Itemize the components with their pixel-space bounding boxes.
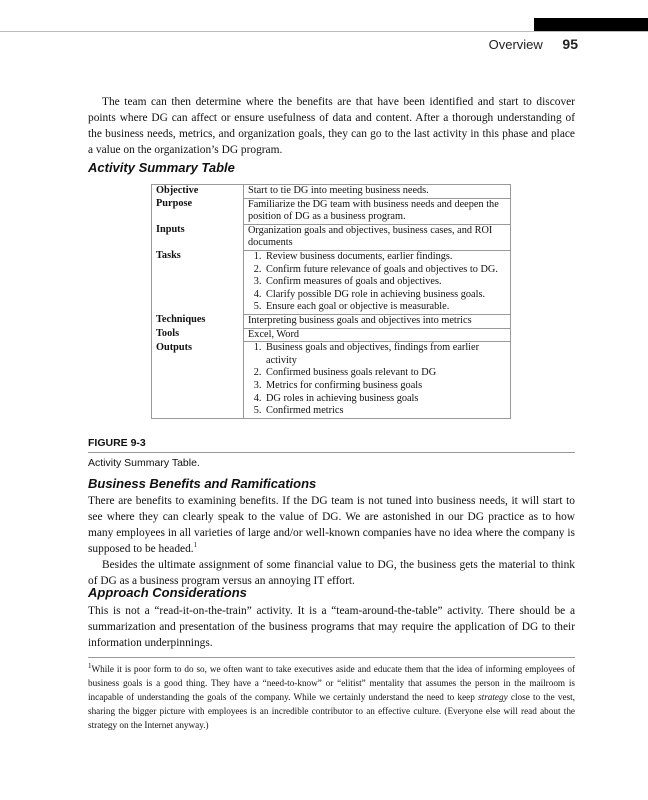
- row-label: Outputs: [152, 342, 244, 419]
- list-item: 3. Metrics for confirming business goals: [264, 380, 506, 393]
- list-item: 1. Business goals and objectives, findings from earlier activity: [264, 342, 506, 367]
- figure-caption: Activity Summary Table.: [88, 457, 200, 469]
- section-title: Overview: [488, 37, 543, 52]
- inputs-value: Organization goals and objectives, business cases, and ROI documents: [244, 224, 511, 250]
- footnote-ref[interactable]: 1: [193, 541, 198, 550]
- list-item: 5. Confirmed metrics: [264, 405, 506, 418]
- list-item: 3. Confirm measures of goals and objectives.: [264, 276, 506, 289]
- row-label: Techniques: [152, 314, 244, 328]
- objective-value: Start to tie DG into meeting business needs.: [244, 185, 511, 199]
- footnote-mark: 1: [88, 661, 92, 670]
- purpose-value: Familiarize the DG team with business needs and deepen the position of DG as a business program.: [244, 198, 511, 224]
- table-row: [152, 185, 511, 199]
- benefits-section: [88, 493, 575, 589]
- benefits-paragraph-1: There are benefits to examining benefits. If the DG team is not tuned into business needs, it will start to see where they can clearly speak to the value of DG. We are astonished in our DG practice as to how many employees in all varieties of large and/or well-known companies have no idea where the company is supposed to be headed.$^1$: [88, 495, 575, 555]
- footnote-emphasis: strategy: [478, 692, 508, 702]
- table-row: [152, 314, 511, 328]
- header-bar: [534, 18, 648, 32]
- figure-rule: [88, 452, 575, 453]
- list-item: 2. Confirm future relevance of goals and objectives to DG.: [264, 264, 506, 277]
- figure-label: FIGURE 9-3: [88, 437, 146, 449]
- tools-value: Excel, Word: [244, 328, 511, 342]
- activity-summary-heading: Activity Summary Table: [88, 160, 235, 175]
- table-row: [152, 342, 511, 419]
- table-row: [152, 328, 511, 342]
- row-label: Purpose: [152, 198, 244, 224]
- benefits-paragraph-2: Besides the ultimate assignment of some financial value to DG, the business gets the material to think of DG as a business program versus an annoying IT effort.: [88, 559, 575, 587]
- footnote: $^1$While it is poor form to do so, we often want to take executives aside and educate them that the idea of informing employees of business goals is a good thing. They have a “need-to-know” or “elitist” mentality that assumes the person in the mailroom is incapable of understanding the goals of the company. While we certainly understand the need to keep strategy close to the vest, sharing the bigger picture with employees is an incredible contributor to an effective culture. (Everyone else will read about the strategy on the Internet anyway.): [88, 661, 575, 730]
- approach-heading: Approach Considerations: [88, 585, 247, 600]
- list-item: 5. Ensure each goal or objective is measurable.: [264, 301, 506, 314]
- row-label: Tools: [152, 328, 244, 342]
- page-number: 95: [562, 36, 578, 52]
- outputs-list: [248, 342, 506, 418]
- intro-paragraph: The team can then determine where the benefits are that have been identified and start to discover points where DG can affect or ensure usefulness of data and content. After a thorough understanding of the business needs, metrics, and organization goals, they can go to the last activity in this phase and place a value on the organization’s DG program.: [88, 96, 575, 156]
- row-label: Tasks: [152, 250, 244, 314]
- table-row: [152, 198, 511, 224]
- row-label: Inputs: [152, 224, 244, 250]
- table-row: [152, 224, 511, 250]
- benefits-heading: Business Benefits and Ramifications: [88, 476, 317, 491]
- running-header: [489, 36, 578, 52]
- approach-paragraph: This is not a “read-it-on-the-train” activity. It is a “team-around-the-table” activity. There should be a summarization and presentation of the business programs that may require the application of DG to their information underpinnings.: [88, 605, 575, 649]
- tasks-list: [248, 251, 506, 314]
- list-item: 2. Confirmed business goals relevant to DG: [264, 367, 506, 380]
- row-label: Objective: [152, 185, 244, 199]
- activity-summary-table: [151, 184, 511, 419]
- header-rule: [0, 31, 648, 32]
- list-item: 4. DG roles in achieving business goals: [264, 393, 506, 406]
- techniques-value: Interpreting business goals and objectives into metrics: [244, 314, 511, 328]
- table-row: [152, 250, 511, 314]
- list-item: 1. Review business documents, earlier findings.: [264, 251, 506, 264]
- list-item: 4. Clarify possible DG role in achieving business goals.: [264, 289, 506, 302]
- footnote-rule: [88, 657, 575, 658]
